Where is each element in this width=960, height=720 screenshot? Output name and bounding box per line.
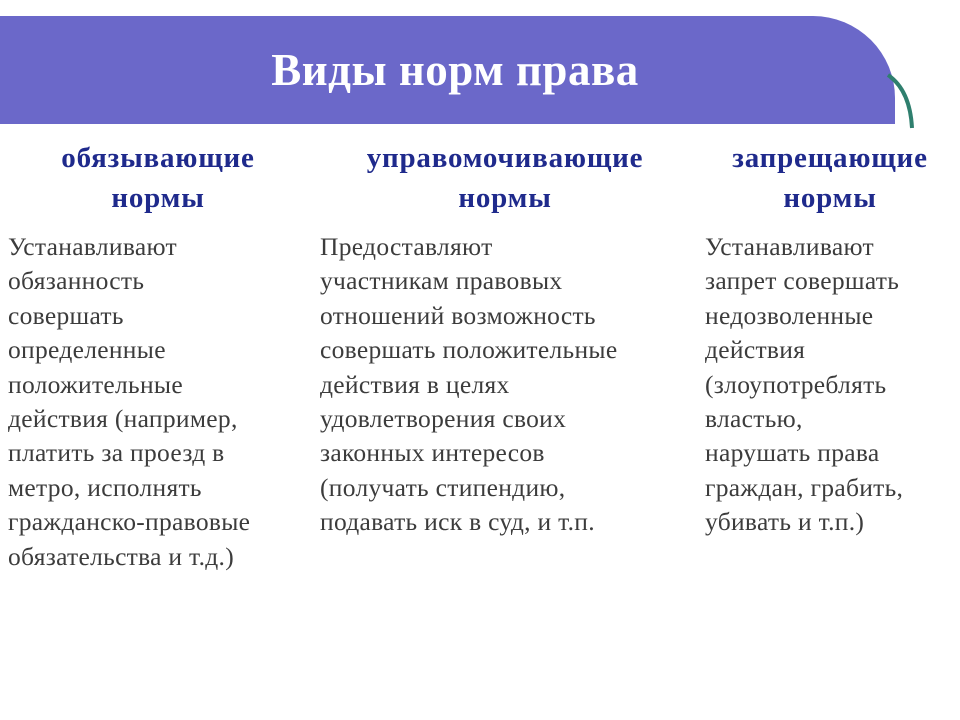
heading-line: нормы — [783, 182, 877, 214]
heading-line: нормы — [111, 182, 205, 214]
column-heading — [705, 138, 955, 218]
slide-title: Виды норм права — [271, 45, 639, 95]
column-empowering — [320, 138, 690, 537]
heading-line: нормы — [458, 182, 552, 214]
heading-line: управомочивающие — [366, 142, 644, 174]
column-heading — [320, 138, 690, 218]
column-body: Устанавливают запрет совершать недозволенные действия (злоупотреблять властью, нарушать права граждан, грабить, убивать и т.п.) — [705, 232, 904, 537]
column-body: Предоставляют участникам правовых отношений возможность совершать положительные действия в целях удовлетворения своих законных интересов (получать стипендию, подавать иск в суд, и т.п. — [320, 232, 618, 537]
heading-line: запрещающие — [732, 142, 928, 174]
column-obligating — [8, 138, 308, 571]
heading-line: обязывающие — [61, 142, 255, 174]
column-prohibiting — [705, 138, 955, 537]
column-body: Устанавливают обязанность совершать определенные положительные действия (например, платить за проезд в метро, исполнять гражданско-правовые обязательства и т.д.) — [8, 232, 251, 571]
column-heading — [8, 138, 308, 218]
